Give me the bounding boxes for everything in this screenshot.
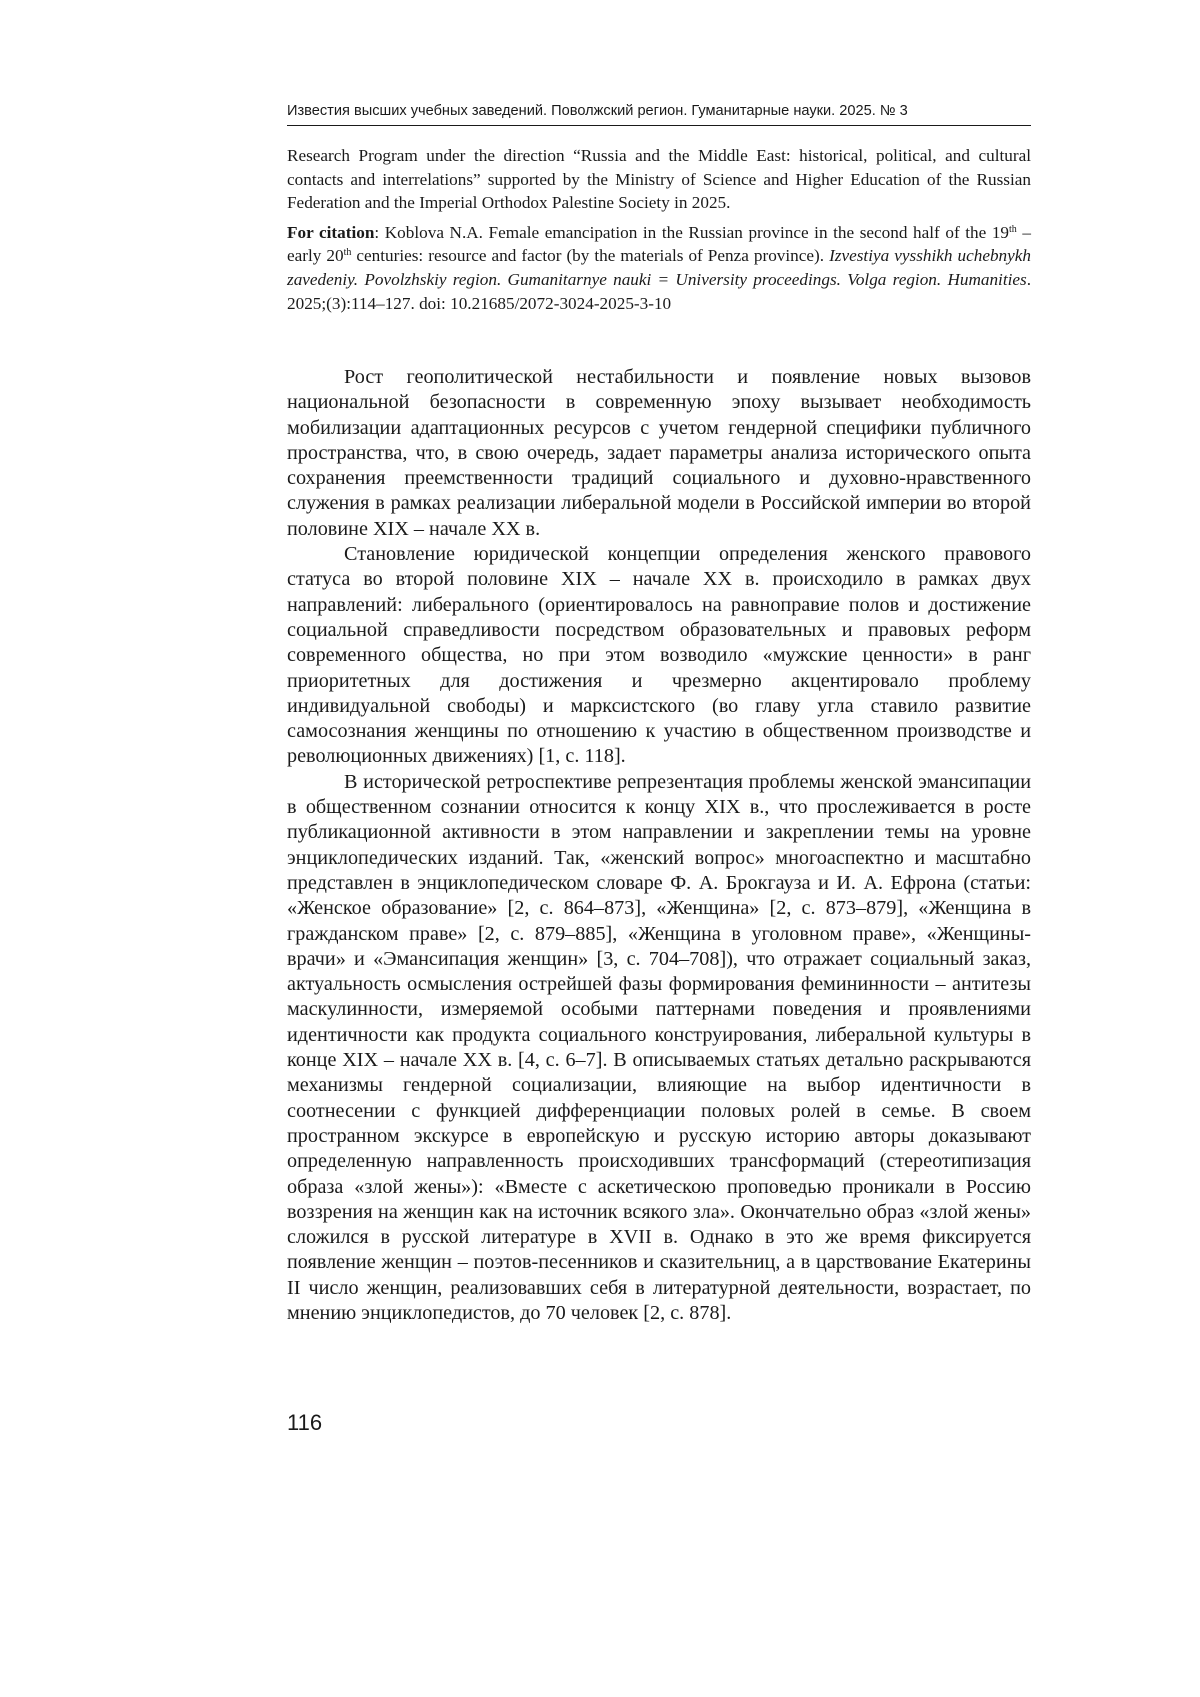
- citation-text-a: Koblova N.A. Female emancipation in the Russian province in the second half of the 19: [384, 222, 1010, 242]
- journal-page: [287, 0, 1031, 1697]
- superscript-th-2: th: [343, 247, 352, 259]
- citation-text-b: – early 20: [287, 222, 1031, 266]
- superscript-th-1: th: [1009, 223, 1017, 235]
- body-paragraph-2: Становление юридической концепции определения женского правового статуса во второй половине XIX – начале XX в. происходило в рамках двух направлений: либерального (ориентировалось на равноправие полов и достижение социальной справедливости посредством образовательных и правовых реформ современного общества, но при этом возводило «мужские ценности» в ранг приоритетных для достижения и чрезмерно акцентировало проблему индивидуальной свободы) и марксистского (во главу угла ставило развитие самосознания женщины по отношению к участию в общественном производстве и революционных движениях) [1, с. 118].: [287, 543, 1031, 768]
- funding-note: Research Program under the direction “Russia and the Middle East: historical, political, and cultural contacts and interrelations” supported by the Ministry of Science and Higher Education of the Russian Federation and the Imperial Orthodox Palestine Society in 2025.: [287, 146, 1031, 213]
- citation-text-c: centuries: resource and factor (by the materials of Penza province).: [351, 246, 830, 266]
- running-header: Известия высших учебных заведений. Поволжский регион. Гуманитарные науки. 2025. № 3: [287, 103, 908, 119]
- citation-note: [287, 221, 1031, 315]
- citation-label: For citation: [287, 222, 375, 242]
- body-paragraph-1: Рост геополитической нестабильности и появление новых вызовов национальной безопасности в современную эпоху вызывает необходимость мобилизации адаптационных ресурсов с учетом гендерной специфики публичного пространства, что, в свою очередь, задает параметры анализа исторического опыта сохранения преемственности традиций социального и духовно-нравственного служения в рамках реализации либеральной модели в Российской империи во второй половине XIX – начале XX в.: [287, 366, 1031, 540]
- body-paragraph-3: В исторической ретроспективе репрезентация проблемы женской эмансипации в общественном сознании относится к концу XIX в., что прослеживается в росте публикационной активности в этом направлении и закреплении темы на уровне энциклопедических изданий. Так, «женский вопрос» многоаспектно и масштабно представлен в энциклопедическом словаре Ф. А. Брокгауза и И. А. Ефрона (статьи: «Женское образование» [2, с. 864–873], «Женщина» [2, с. 873–879], «Женщина в гражданском праве» [2, с. 879–885], «Женщина в уголовном праве», «Женщины-врачи» и «Эмансипация женщин» [3, с. 704–708]), что отражает социальный заказ, актуальность осмысления острейшей фазы формирования фемининности – антитезы маскулинности, измеряемой особыми паттернами поведения и проявлениями идентичности как продукта социального конструирования, либеральной культуры в конце XIX – начале XX в. [4, с. 6–7]. В описываемых статьях детально раскрываются механизмы гендерной социализации, влияющие на выбор идентичности в соотнесении с функцией дифференциации половых ролей в семье. В своем пространном экскурсе в европейскую и русскую историю авторы доказывают определенную направленность происходивших трансформаций (стереотипизация образа «злой жены»): «Вместе с аскетическою проповедью проникали в Россию воззрения на женщин как на источник всякого зла». Окончательно образ «злой жены» сложился в русской литературе в XVII в. Однако в это же время фиксируется появление женщин – поэтов-песенников и сказительниц, а в царствование Екатерины II число женщин, реализовавших себя в литературной деятельности, возрастает, по мнению энциклопедистов, до 70 человек [2, с. 878].: [287, 770, 1031, 1324]
- article-body: [287, 365, 1031, 1326]
- abstract-block: [287, 144, 1031, 315]
- citation-journal: Izvestiya vysshikh uchebnykh zavedeniy. Povolzhskiy region. Gumanitarnye nauki = University proceedings. Volga region. Humanities: [287, 246, 1031, 289]
- header-rule: [287, 125, 1031, 126]
- citation-separator: :: [374, 222, 385, 242]
- page-number: 116: [287, 1410, 323, 1435]
- citation-tail: . 2025;(3):114–127. doi: 10.21685/2072-3024-2025-3-10: [287, 269, 1031, 313]
